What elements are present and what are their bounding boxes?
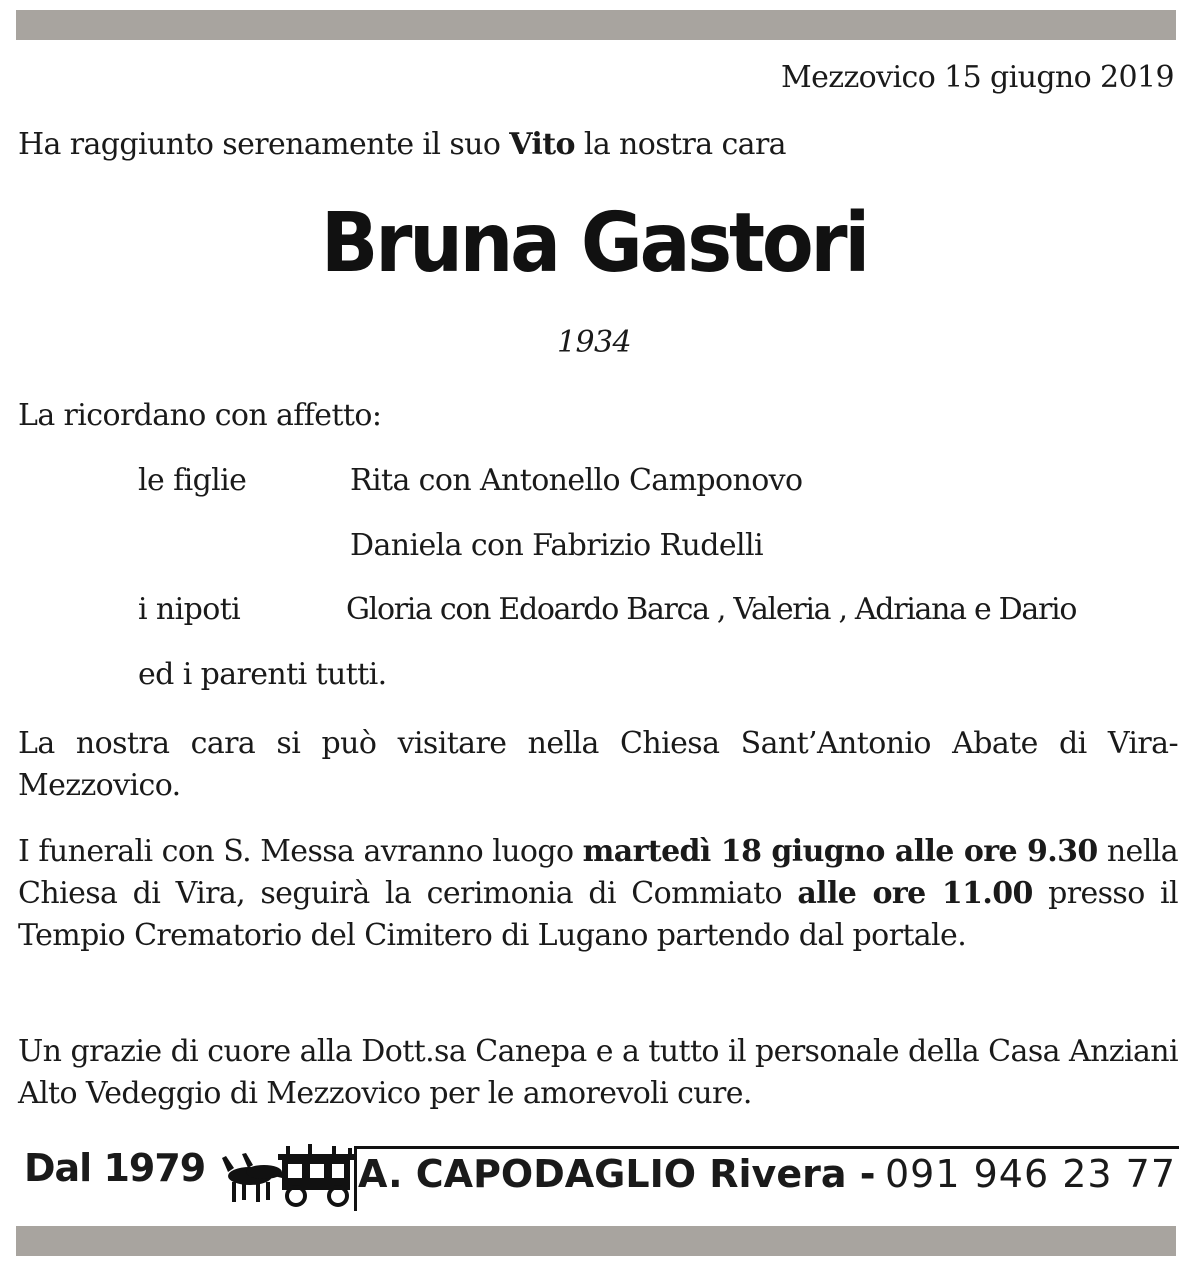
intro-husband-name: Vito	[509, 127, 575, 162]
thanks-paragraph: Un grazie di cuore alla Dott.sa Canepa e a tutto il personale della Casa Anziani Alto Vedeggio di Mezzovico per le amorevoli cure.	[18, 1034, 1178, 1111]
daughter-2: Daniela con Fabrizio Rudelli	[350, 528, 764, 563]
deceased-name: Bruna Gastori	[320, 196, 868, 291]
horse-carriage-icon	[220, 1142, 370, 1208]
other-relatives: ed i parenti tutti.	[138, 657, 387, 692]
funeral-text-2: nella Chiesa di Vira, seguirà la cerimonia di Commiato	[18, 834, 1178, 911]
daughters-label: le figlie	[138, 463, 247, 498]
company-phone: 091 946 23 77	[884, 1152, 1176, 1196]
visit-paragraph: La nostra cara si può visitare nella Chiesa Sant’Antonio Abate di Vira-Mezzovico.	[18, 726, 1178, 803]
daughter-1: Rita con Antonello Camponovo	[350, 463, 803, 498]
intro-text-before: Ha raggiunto serenamente il suo	[18, 127, 501, 162]
since-year: Dal 1979	[24, 1146, 206, 1190]
funeral-text-3: presso il Tempio Crematorio del Cimitero di Lugano partendo dal portale.	[18, 876, 1179, 953]
bottom-divider-bar	[16, 1226, 1176, 1256]
funeral-home-footer	[24, 1142, 1176, 1212]
grandchildren-label: i nipoti	[138, 592, 241, 627]
grandchildren-list: Gloria con Edoardo Barca , Valeria , Adriana e Dario	[346, 592, 1077, 627]
farewell-time: alle ore 11.00	[797, 876, 1033, 911]
funeral-paragraph	[18, 831, 1178, 957]
company-name: A. CAPODAGLIO Rivera -	[358, 1152, 876, 1196]
intro-line	[18, 127, 786, 162]
funeral-text-1: I funerali con S. Messa avranno luogo	[18, 834, 574, 869]
funeral-date-time: martedì 18 giugno alle ore 9.30	[582, 834, 1098, 869]
date-line: Mezzovico 15 giugno 2019	[781, 60, 1174, 95]
birth-year: 1934	[557, 325, 631, 360]
relatives-heading: La ricordano con affetto:	[18, 398, 382, 433]
top-divider-bar	[16, 10, 1176, 40]
intro-text-after: la nostra cara	[583, 127, 786, 162]
